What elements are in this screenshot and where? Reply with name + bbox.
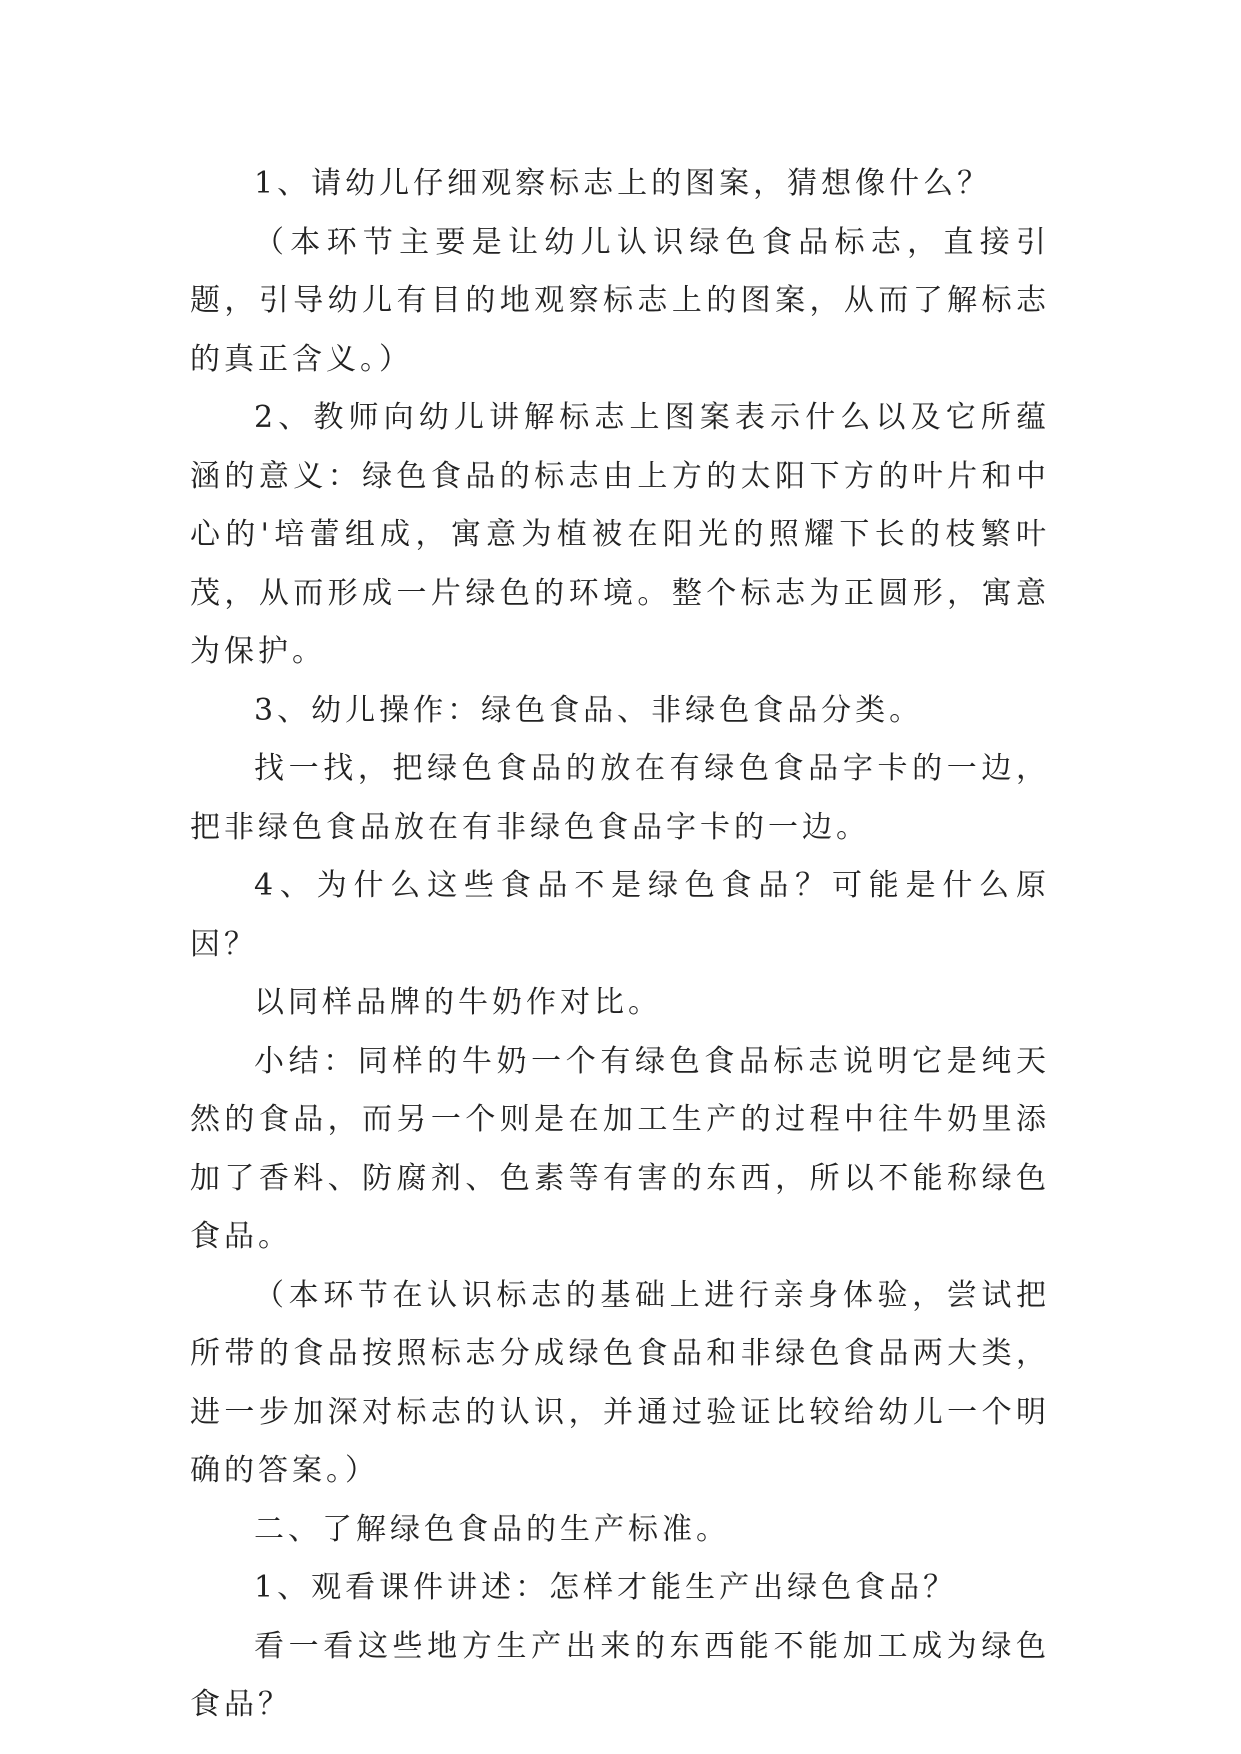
paragraph-step-4-why: 4、为什么这些食品不是绿色食品？可能是什么原因？ [190, 868, 1050, 962]
document-body [190, 155, 1050, 1735]
paragraph-summary: 小结：同样的牛奶一个有绿色食品标志说明它是纯天然的食品，而另一个则是在加工生产的过程中往牛奶里添加了香料、防腐剂、色素等有害的东西，所以不能称绿色食品。 [190, 1043, 1050, 1254]
paragraph-step-2-explain: 2、教师向幼儿讲解标志上图案表示什么以及它所蕴涵的意义：绿色食品的标志由上方的太阳下方的叶片和中心的'培蕾组成，寓意为植被在阳光的照耀下长的枝繁叶茂，从而形成一片绿色的环境。整个标志为正圆形，寓意为保护。 [190, 400, 1050, 669]
paragraph-look: 看一看这些地方生产出来的东西能不能加工成为绿色食品？ [190, 1628, 1050, 1722]
paragraph-note-1: （本环节主要是让幼儿认识绿色食品标志，直接引题，引导幼儿有目的地观察标志上的图案，从而了解标志的真正含义。） [190, 224, 1050, 377]
paragraph-step-1-courseware: 1、观看课件讲述：怎样才能生产出绿色食品？ [254, 1570, 958, 1605]
paragraph-step-1-observe: 1、请幼儿仔细观察标志上的图案，猜想像什么？ [254, 166, 992, 201]
paragraph-compare-milk: 以同样品牌的牛奶作对比。 [254, 985, 662, 1020]
section-heading-2: 二、了解绿色食品的生产标准。 [254, 1511, 730, 1547]
paragraph-step-3-sort: 3、幼儿操作：绿色食品、非绿色食品分类。 [254, 692, 924, 728]
paragraph-find: 找一找，把绿色食品的放在有绿色食品字卡的一边，把非绿色食品放在有非绿色食品字卡的一边。 [190, 751, 1050, 845]
paragraph-note-2: （本环节在认识标志的基础上进行亲身体验，尝试把所带的食品按照标志分成绿色食品和非绿色食品两大类，进一步加深对标志的认识，并通过验证比较给幼儿一个明确的答案。） [190, 1277, 1050, 1488]
